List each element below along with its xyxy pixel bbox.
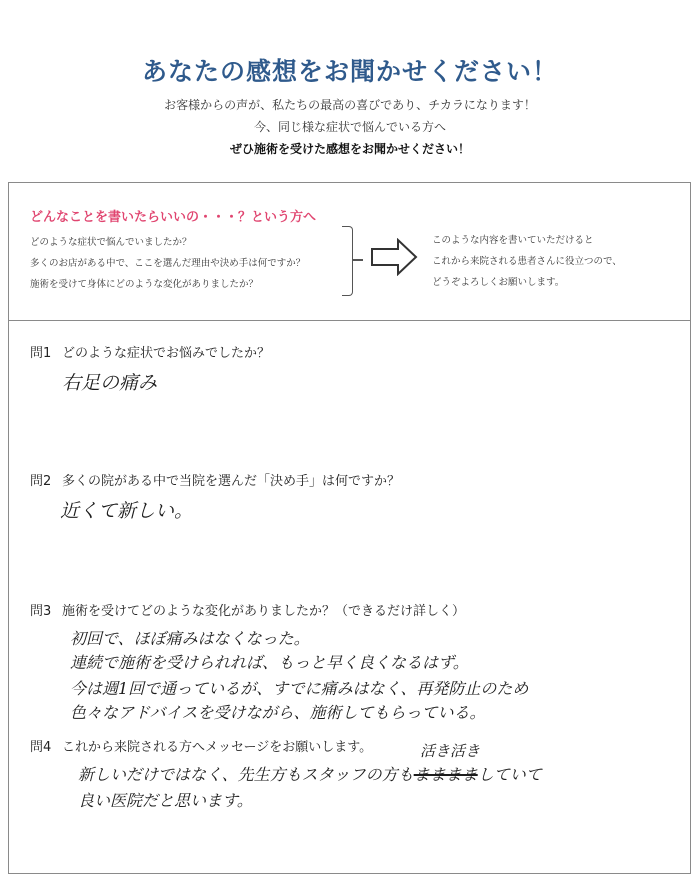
right-arrow-icon bbox=[370, 238, 418, 276]
answer-4-text: 新しいだけではなく、先生方もスタッフの方も bbox=[78, 765, 414, 784]
intro-line-2: 今、同じ様な症状で悩んでいる方へ bbox=[253, 120, 446, 134]
question-3 bbox=[30, 600, 465, 619]
answer-4-struck-text: まままま bbox=[413, 765, 478, 784]
question-text: 多くの院がある中で当院を選んだ「決め手」は何ですか？ bbox=[62, 474, 401, 489]
answer-3-line: 連続で施術を受けられれば、もっと早く良くなるはず。 bbox=[70, 653, 469, 672]
hint-info-line: これから来院される患者さんに役立つので、 bbox=[432, 256, 622, 267]
hint-question: どのような症状で悩んでいましたか？ bbox=[30, 237, 192, 248]
answer-3-line: 色々なアドバイスを受けながら、施術してもらっている。 bbox=[70, 703, 486, 722]
question-text: これから来院される方へメッセージをお願いします。 bbox=[62, 740, 373, 755]
question-number: 問1 bbox=[30, 346, 52, 361]
answer-4-correction: 活き活き bbox=[420, 742, 481, 760]
answer-2: 近くて新しい。 bbox=[60, 500, 194, 522]
intro-line-1: お客様からの声が、私たちの最高の喜びであり、チカラになります！ bbox=[164, 98, 536, 112]
question-number: 問3 bbox=[30, 604, 52, 619]
hint-question: 多くのお店がある中で、ここを選んだ理由や決め手は何ですか？ bbox=[30, 258, 306, 269]
question-1 bbox=[30, 342, 270, 361]
bracket-tick bbox=[353, 259, 363, 261]
question-number: 問2 bbox=[30, 474, 52, 489]
question-4 bbox=[30, 736, 372, 755]
question-2 bbox=[30, 470, 400, 489]
hint-info-line: どうぞよろしくお願いします。 bbox=[432, 277, 565, 288]
answer-3-line: 初回で、ほぼ痛みはなくなった。 bbox=[70, 629, 310, 648]
hint-info-line: このような内容を書いていただけると bbox=[432, 235, 594, 246]
page-title: あなたの感想をお聞かせください！ bbox=[141, 57, 558, 86]
answer-4-line: 良い医院だと思います。 bbox=[78, 791, 253, 810]
question-number: 問4 bbox=[30, 740, 52, 755]
answer-4-text: していて bbox=[477, 765, 542, 784]
hint-title: どんなことを書いたらいいの・・・？という方へ bbox=[30, 210, 317, 225]
hint-question: 施術を受けて身体にどのような変化がありましたか？ bbox=[30, 279, 259, 290]
intro-line-3: ぜひ施術を受けた感想をお聞かせください！ bbox=[229, 142, 470, 156]
answer-3-line: 今は週1回で通っているが、すでに痛みはなく、再発防止のため bbox=[70, 679, 529, 698]
answer-4-line bbox=[78, 762, 542, 785]
question-text: どのような症状でお悩みでしたか？ bbox=[62, 346, 271, 361]
answer-1: 右足の痛み bbox=[62, 372, 158, 394]
bracket-shape bbox=[342, 226, 353, 296]
question-text: 施術を受けてどのような変化がありましたか？（できるだけ詳しく） bbox=[62, 604, 466, 619]
section-divider bbox=[8, 320, 691, 321]
